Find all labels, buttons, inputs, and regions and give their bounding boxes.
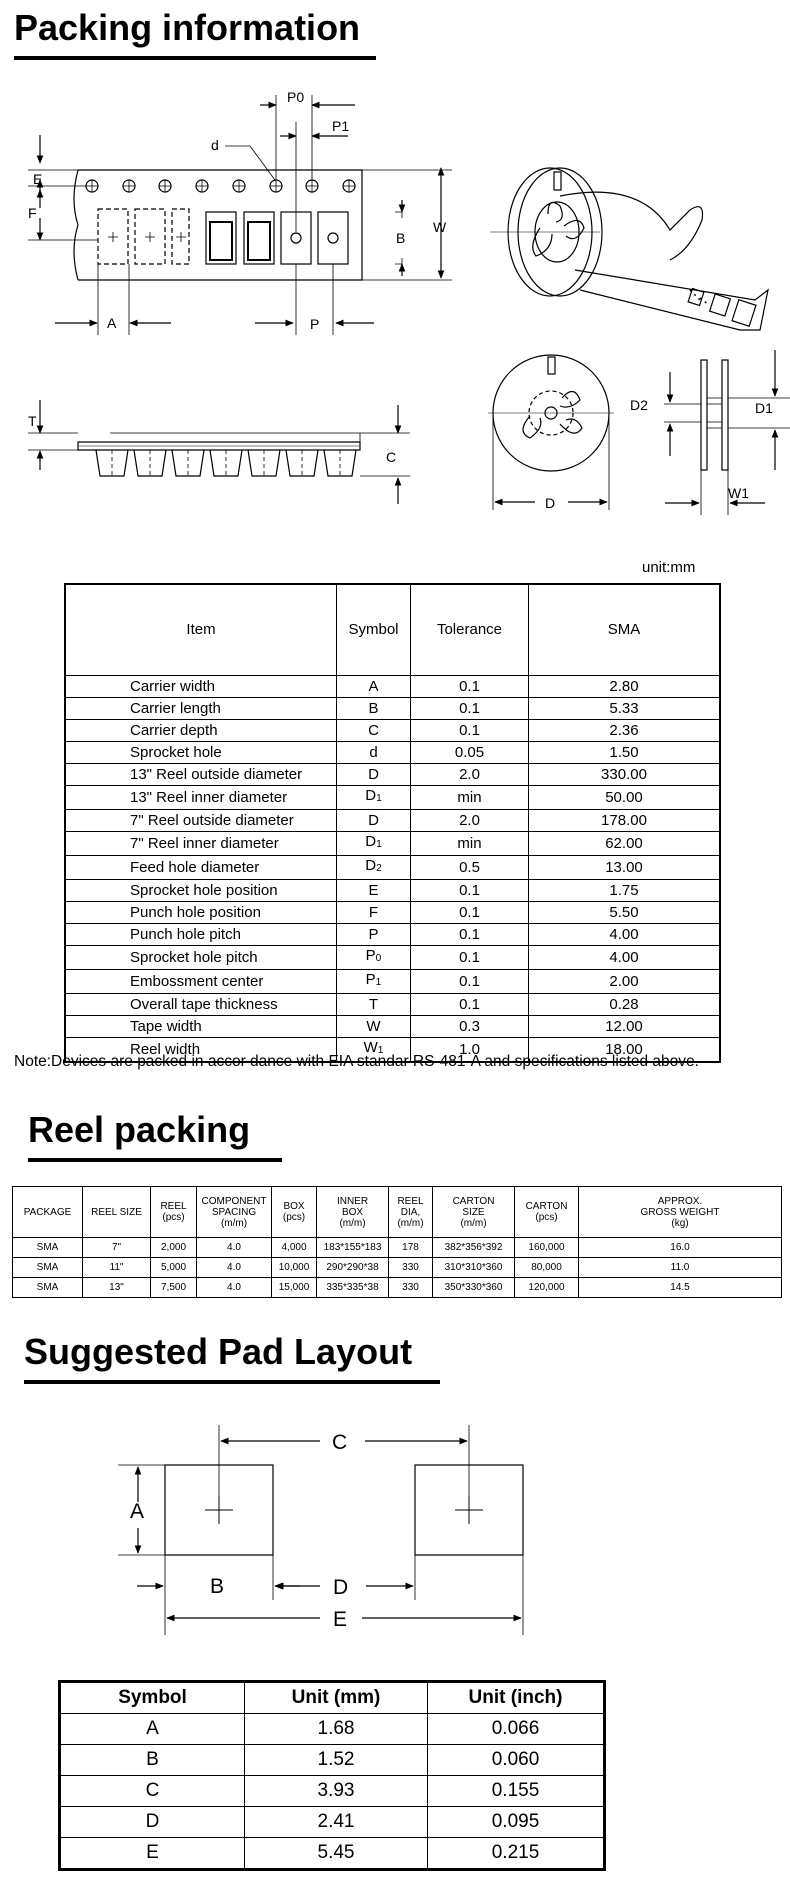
cell-item: Reel width bbox=[65, 1038, 337, 1063]
label-d: d bbox=[211, 137, 219, 153]
label-c: C bbox=[386, 449, 397, 465]
reel-header-cell bbox=[13, 1187, 83, 1238]
packing-table-row bbox=[65, 856, 720, 880]
cell-item: Embossment center bbox=[65, 970, 337, 994]
reel-header-cell bbox=[433, 1187, 515, 1238]
packing-table-row bbox=[65, 720, 720, 742]
cell-symbol bbox=[337, 786, 411, 810]
cell-symbol bbox=[337, 676, 411, 698]
symbol-letter: P bbox=[365, 971, 376, 989]
reel-cell: 290*290*38 bbox=[317, 1258, 389, 1278]
reel-header-line: SPACING bbox=[211, 1206, 257, 1218]
reel-header-line: (pcs) bbox=[535, 1212, 558, 1223]
cell-tolerance: 0.1 bbox=[411, 676, 529, 698]
cell-value: 1.50 bbox=[529, 742, 721, 764]
reel-header-line: (m/m) bbox=[220, 1217, 248, 1229]
reel-cell: 120,000 bbox=[515, 1278, 579, 1298]
symbol-letter: C bbox=[368, 721, 379, 739]
pad-cell: 3.93 bbox=[245, 1776, 428, 1807]
reel-cell: 4,000 bbox=[272, 1238, 317, 1258]
label-d1: D1 bbox=[755, 400, 773, 416]
pad-cell: A bbox=[60, 1714, 245, 1745]
cell-symbol bbox=[337, 970, 411, 994]
symbol-letter: E bbox=[368, 881, 379, 899]
cell-symbol bbox=[337, 810, 411, 832]
cell-tolerance: 2.0 bbox=[411, 764, 529, 786]
cell-item: 13" Reel outside diameter bbox=[65, 764, 337, 786]
reel-cell: 4.0 bbox=[197, 1238, 272, 1258]
cell-item: Sprocket hole position bbox=[65, 880, 337, 902]
packing-table-row bbox=[65, 676, 720, 698]
reel-header-line: (pcs) bbox=[162, 1212, 185, 1223]
packing-table-row bbox=[65, 970, 720, 994]
cell-tolerance: min bbox=[411, 786, 529, 810]
cell-tolerance: 0.05 bbox=[411, 742, 529, 764]
symbol-letter: d bbox=[369, 743, 378, 761]
reel-header-cell bbox=[197, 1187, 272, 1238]
cell-tolerance: 0.1 bbox=[411, 720, 529, 742]
packing-table-row bbox=[65, 810, 720, 832]
reel-cell: 330 bbox=[389, 1258, 433, 1278]
packing-table-header bbox=[65, 584, 720, 676]
reel-cell: 382*356*392 bbox=[433, 1238, 515, 1258]
cell-value: 5.50 bbox=[529, 902, 721, 924]
reel-cell: 2,000 bbox=[151, 1238, 197, 1258]
symbol-letter: D bbox=[368, 811, 379, 829]
symbol-subscript: 1 bbox=[377, 1045, 384, 1057]
pad-table-row bbox=[60, 1714, 605, 1745]
cell-value: 0.28 bbox=[529, 994, 721, 1016]
reel-cell: SMA bbox=[13, 1238, 83, 1258]
reel-cell: 160,000 bbox=[515, 1238, 579, 1258]
reel-header-line: APPROX. bbox=[657, 1195, 703, 1207]
reel-header-line: (pcs) bbox=[282, 1212, 306, 1223]
header-sma: SMA bbox=[529, 584, 721, 676]
cell-item: Carrier depth bbox=[65, 720, 337, 742]
reel-header-line: CARTON bbox=[525, 1201, 568, 1212]
cell-value: 50.00 bbox=[529, 786, 721, 810]
label-reel-d: D bbox=[545, 495, 556, 511]
cell-item: Carrier width bbox=[65, 676, 337, 698]
symbol-letter: D bbox=[365, 857, 377, 875]
pad-table-row bbox=[60, 1776, 605, 1807]
packing-table-row bbox=[65, 880, 720, 902]
cell-tolerance: min bbox=[411, 832, 529, 856]
packing-table-row bbox=[65, 924, 720, 946]
symbol-letter: F bbox=[368, 903, 379, 921]
pad-cell: 0.155 bbox=[428, 1776, 605, 1807]
cell-value: 330.00 bbox=[529, 764, 721, 786]
pad-cell: D bbox=[60, 1807, 245, 1838]
reel-table bbox=[12, 1186, 782, 1298]
packing-table-row bbox=[65, 832, 720, 856]
symbol-letter: D bbox=[365, 833, 377, 851]
reel-cell: 4.0 bbox=[197, 1258, 272, 1278]
pad-cell: 0.095 bbox=[428, 1807, 605, 1838]
label-b: B bbox=[396, 230, 406, 246]
symbol-letter: D bbox=[365, 787, 377, 804]
pad-table-row bbox=[60, 1838, 605, 1870]
symbol-letter: W bbox=[366, 1017, 381, 1035]
reel-cell: SMA bbox=[13, 1258, 83, 1278]
cell-tolerance: 0.3 bbox=[411, 1016, 529, 1038]
cell-tolerance: 0.1 bbox=[411, 946, 529, 970]
cell-value: 2.36 bbox=[529, 720, 721, 742]
reel-cell: 13" bbox=[83, 1278, 151, 1298]
symbol-letter: D bbox=[368, 765, 379, 783]
reel-header-line: COMPONENT bbox=[201, 1195, 267, 1207]
packing-table-body bbox=[65, 676, 720, 1063]
reel-header-line: (m/m) bbox=[460, 1217, 487, 1229]
unit-label: unit:mm bbox=[642, 559, 696, 576]
symbol-subscript: 2 bbox=[376, 863, 382, 875]
cell-item: Tape width bbox=[65, 1016, 337, 1038]
reel-cell: 16.0 bbox=[579, 1238, 782, 1258]
reel-cell: 178 bbox=[389, 1238, 433, 1258]
pad-label-b: B bbox=[210, 1575, 225, 1598]
symbol-subscript: 1 bbox=[376, 793, 382, 805]
packing-table-row bbox=[65, 786, 720, 810]
cell-value: 2.00 bbox=[529, 970, 721, 994]
reel-header-line: PACKAGE bbox=[23, 1206, 72, 1218]
reel-header-line: CARTON bbox=[452, 1195, 495, 1207]
symbol-subscript: 0 bbox=[375, 953, 382, 965]
reel-header-cell bbox=[151, 1187, 197, 1238]
reel-table-row bbox=[13, 1278, 782, 1298]
pad-label-c: C bbox=[332, 1431, 348, 1454]
pad-layout-title: Suggested Pad Layout bbox=[24, 1331, 413, 1372]
packing-table bbox=[64, 583, 721, 1063]
symbol-subscript: 1 bbox=[376, 839, 382, 851]
label-w: W bbox=[433, 219, 447, 235]
packing-table-row bbox=[65, 742, 720, 764]
cell-value: 4.00 bbox=[529, 924, 721, 946]
title-underline bbox=[24, 1380, 440, 1384]
cell-value: 13.00 bbox=[529, 856, 721, 880]
cell-symbol bbox=[337, 946, 411, 970]
cell-item: 7" Reel inner diameter bbox=[65, 832, 337, 856]
pad-table-header bbox=[60, 1682, 605, 1714]
note-text: Note:Devices are packed in accor dance with EIA standar RS-481-A and specifications listed above. bbox=[14, 1053, 699, 1070]
symbol-letter: B bbox=[368, 699, 379, 717]
cell-symbol bbox=[337, 880, 411, 902]
label-d2: D2 bbox=[630, 397, 648, 413]
symbol-letter: A bbox=[368, 677, 379, 695]
title-underline bbox=[14, 56, 376, 60]
reel-header-line: (kg) bbox=[671, 1217, 689, 1229]
reel-packing-title: Reel packing bbox=[28, 1109, 251, 1150]
packing-table-row bbox=[65, 994, 720, 1016]
reel-header-line: DIA, bbox=[400, 1206, 421, 1218]
cell-symbol bbox=[337, 994, 411, 1016]
cell-tolerance: 0.1 bbox=[411, 880, 529, 902]
cell-item: Sprocket hole pitch bbox=[65, 946, 337, 970]
reel-cell: 335*335*38 bbox=[317, 1278, 389, 1298]
label-p0: P0 bbox=[287, 89, 305, 105]
cell-value: 5.33 bbox=[529, 698, 721, 720]
label-p: P bbox=[310, 316, 320, 332]
symbol-letter: T bbox=[368, 995, 379, 1013]
reel-cell: 15,000 bbox=[272, 1278, 317, 1298]
cell-item: Sprocket hole bbox=[65, 742, 337, 764]
label-f: F bbox=[28, 205, 37, 221]
reel-header-line: REEL SIZE bbox=[91, 1206, 142, 1218]
symbol-letter: P bbox=[365, 947, 376, 965]
pad-label-a: A bbox=[130, 1500, 145, 1523]
reel-header-line: GROSS WEIGHT bbox=[640, 1206, 720, 1218]
reel-header-line: (m/m) bbox=[339, 1217, 366, 1229]
reel-cell: 14.5 bbox=[579, 1278, 782, 1298]
pad-cell: 0.066 bbox=[428, 1714, 605, 1745]
reel-header-line: REEL bbox=[160, 1201, 187, 1212]
cell-tolerance: 0.5 bbox=[411, 856, 529, 880]
cell-symbol bbox=[337, 832, 411, 856]
reel-cell: 183*155*183 bbox=[317, 1238, 389, 1258]
pad-cell: 0.215 bbox=[428, 1838, 605, 1870]
pad-cell: 2.41 bbox=[245, 1807, 428, 1838]
symbol-letter: P bbox=[368, 925, 379, 943]
packing-diagram bbox=[0, 70, 790, 530]
cell-value: 1.75 bbox=[529, 880, 721, 902]
pad-header-cell: Unit (mm) bbox=[245, 1682, 428, 1714]
packing-table-row bbox=[65, 698, 720, 720]
reel-header-cell bbox=[317, 1187, 389, 1238]
label-p1: P1 bbox=[332, 118, 350, 134]
cell-item: Punch hole position bbox=[65, 902, 337, 924]
reel-cell: 11" bbox=[83, 1258, 151, 1278]
cell-tolerance: 0.1 bbox=[411, 698, 529, 720]
reel-cell: 310*310*360 bbox=[433, 1258, 515, 1278]
cell-symbol bbox=[337, 924, 411, 946]
cell-symbol bbox=[337, 764, 411, 786]
reel-table-row bbox=[13, 1238, 782, 1258]
cell-item: 13" Reel inner diameter bbox=[65, 786, 337, 810]
cell-symbol bbox=[337, 1016, 411, 1038]
pad-layout-diagram bbox=[0, 1400, 790, 1640]
reel-cell: 4.0 bbox=[197, 1278, 272, 1298]
reel-header-line: INNER bbox=[336, 1195, 369, 1207]
pad-table-row bbox=[60, 1745, 605, 1776]
packing-table-row bbox=[65, 764, 720, 786]
cell-tolerance: 0.1 bbox=[411, 994, 529, 1016]
cell-symbol bbox=[337, 902, 411, 924]
packing-table-row bbox=[65, 902, 720, 924]
reel-header-line: BOX bbox=[341, 1206, 364, 1218]
reel-cell: 11.0 bbox=[579, 1258, 782, 1278]
packing-table-row bbox=[65, 946, 720, 970]
reel-cell: 10,000 bbox=[272, 1258, 317, 1278]
reel-header-cell bbox=[579, 1187, 782, 1238]
reel-cell: 330 bbox=[389, 1278, 433, 1298]
cell-tolerance: 1.0 bbox=[411, 1038, 529, 1063]
cell-item: Feed hole diameter bbox=[65, 856, 337, 880]
pad-table-row bbox=[60, 1807, 605, 1838]
pad-cell: 1.68 bbox=[245, 1714, 428, 1745]
pad-table bbox=[58, 1680, 606, 1871]
symbol-subscript: 1 bbox=[375, 977, 382, 989]
reel-header-line: REEL bbox=[397, 1195, 424, 1207]
packing-table-row bbox=[65, 1016, 720, 1038]
cell-value: 12.00 bbox=[529, 1016, 721, 1038]
pad-label-e: E bbox=[333, 1608, 348, 1631]
pad-header-cell: Unit (inch) bbox=[428, 1682, 605, 1714]
header-symbol: Symbol bbox=[337, 584, 411, 676]
reel-table-row bbox=[13, 1258, 782, 1278]
reel-cell: 350*330*360 bbox=[433, 1278, 515, 1298]
cell-item: Overall tape thickness bbox=[65, 994, 337, 1016]
reel-cell: 5,000 bbox=[151, 1258, 197, 1278]
cell-tolerance: 0.1 bbox=[411, 902, 529, 924]
pad-table-body bbox=[60, 1714, 605, 1870]
reel-header-cell bbox=[83, 1187, 151, 1238]
pad-cell: C bbox=[60, 1776, 245, 1807]
cell-value: 18.00 bbox=[529, 1038, 721, 1063]
reel-cell: 80,000 bbox=[515, 1258, 579, 1278]
reel-header-cell bbox=[515, 1187, 579, 1238]
header-tolerance: Tolerance bbox=[411, 584, 529, 676]
pad-label-d: D bbox=[333, 1576, 349, 1599]
cell-tolerance: 0.1 bbox=[411, 970, 529, 994]
pad-cell: 0.060 bbox=[428, 1745, 605, 1776]
cell-tolerance: 2.0 bbox=[411, 810, 529, 832]
cell-value: 4.00 bbox=[529, 946, 721, 970]
header-item: Item bbox=[186, 621, 216, 638]
reel-header-line: (m/m) bbox=[397, 1217, 424, 1229]
pad-cell: E bbox=[60, 1838, 245, 1870]
cell-tolerance: 0.1 bbox=[411, 924, 529, 946]
label-t: T bbox=[28, 413, 37, 429]
reel-table-body bbox=[13, 1238, 782, 1298]
cell-symbol bbox=[337, 720, 411, 742]
cell-item: Punch hole pitch bbox=[65, 924, 337, 946]
pad-cell: B bbox=[60, 1745, 245, 1776]
pad-cell: 1.52 bbox=[245, 1745, 428, 1776]
label-e: E bbox=[33, 171, 43, 187]
pad-header-cell: Symbol bbox=[60, 1682, 245, 1714]
label-a: A bbox=[107, 315, 117, 331]
packing-information-title: Packing information bbox=[14, 7, 361, 48]
pad-cell: 5.45 bbox=[245, 1838, 428, 1870]
cell-symbol bbox=[337, 698, 411, 720]
cell-symbol bbox=[337, 856, 411, 880]
cell-symbol bbox=[337, 742, 411, 764]
symbol-letter: W bbox=[363, 1039, 378, 1057]
reel-header-cell bbox=[272, 1187, 317, 1238]
reel-header-line: SIZE bbox=[462, 1206, 485, 1218]
reel-header-line: BOX bbox=[283, 1201, 305, 1212]
cell-value: 62.00 bbox=[529, 832, 721, 856]
cell-value: 178.00 bbox=[529, 810, 721, 832]
cell-value: 2.80 bbox=[529, 676, 721, 698]
reel-cell: SMA bbox=[13, 1278, 83, 1298]
cell-item: 7" Reel outside diameter bbox=[65, 810, 337, 832]
label-w1: W1 bbox=[728, 485, 749, 501]
title-underline bbox=[28, 1158, 282, 1162]
cell-item: Carrier length bbox=[65, 698, 337, 720]
reel-cell: 7,500 bbox=[151, 1278, 197, 1298]
reel-header-cell bbox=[389, 1187, 433, 1238]
reel-cell: 7" bbox=[83, 1238, 151, 1258]
reel-table-header bbox=[13, 1187, 782, 1238]
